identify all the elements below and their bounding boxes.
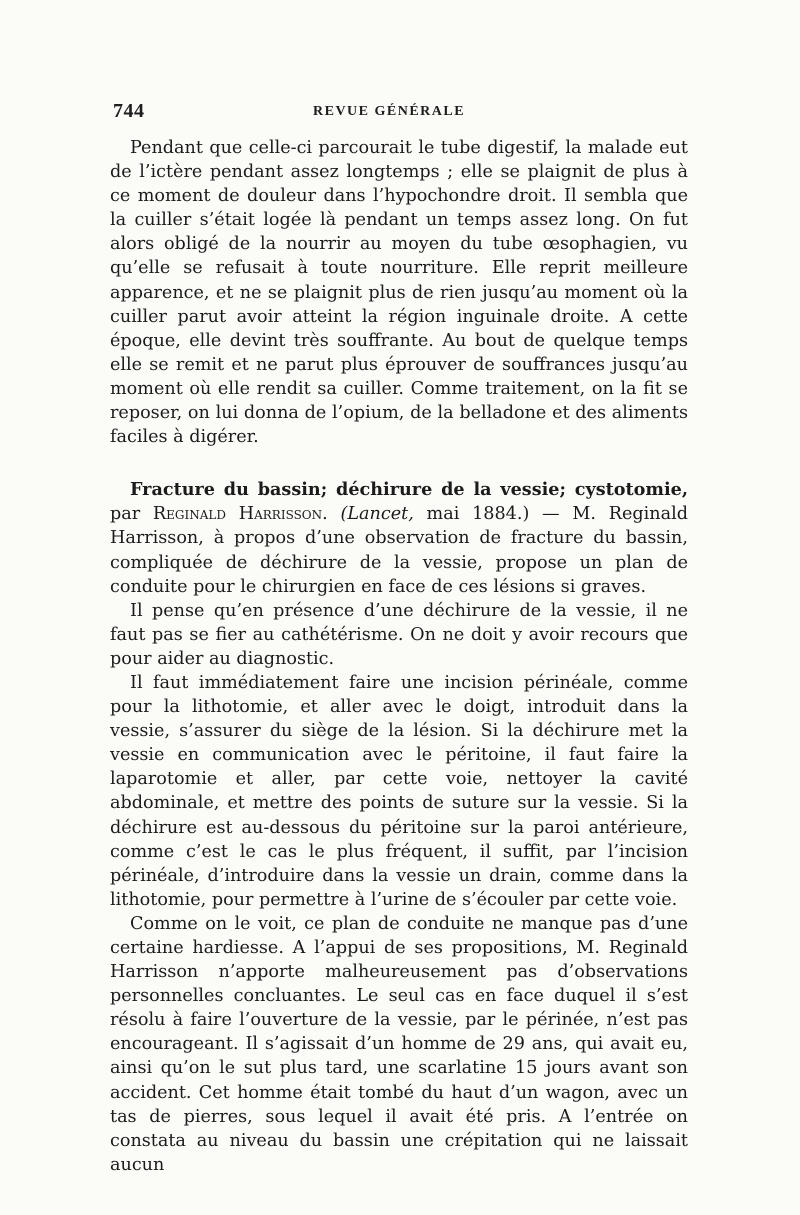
- body-text: [110, 136, 688, 1177]
- paragraph-5: Comme on le voit, ce plan de conduite ne manque pas d’une certaine hardiesse. A l’appui de ses propositions, M. Reginald Harrisson n’apporte malheureusement pas d’observations personnelles concluantes. Le seul cas en face duquel il s’est résolu à faire l’ouverture de la vessie, par le périnée, n’est pas encourageant. Il s’agissait d’un homme de 29 ans, qui avait eu, ainsi qu’on le sut plus tard, une scarlatine 15 jours avant son accident. Cet homme était tombé du haut d’un wagon, avec un tas de pierres, sous lequel il avait été pris. A l’entrée on constata au niveau du bassin une crépitation qui ne laissait aucun: [110, 913, 688, 1175]
- running-head: REVUE GÉNÉRALE: [313, 104, 466, 119]
- article-title: Fracture du bassin; déchirure de la vessie; cystotomie,: [130, 479, 688, 501]
- article-summary: mai 1884.) — M. Reginald Harrisson, à propos d’une observation de fracture du bassin, compliquée de déchirure de la vessie, propose un plan de conduite pour le chirurgien en face de ces lésions si graves.: [110, 504, 688, 597]
- paragraph-4: Il faut immédiatement faire une incision périnéale, comme pour la lithotomie, et aller avec le doigt, introduit dans la vessie, s’assurer du siège de la lésion. Si la déchirure met la vessie en communication avec le péritoine, il faut faire la laparotomie et aller, par cette voie, nettoyer la cavité abdominale, et mettre des points de suture sur la vessie. Si la déchirure est au-dessous du péritoine sur la paroi antérieure, comme c’est le cas le plus fréquent, il suffit, par l’incision périnéale, d’introduire dans la vessie un drain, comme dans la lithotomie, pour permettre à l’urine de s’écouler par cette voie.: [110, 672, 688, 910]
- article-author: Reginald Harrisson.: [152, 504, 328, 525]
- page-header: [113, 100, 685, 124]
- article-source: (Lancet,: [340, 504, 414, 525]
- paragraph-1: Pendant que celle-ci parcourait le tube digestif, la malade eut de l’ictère pendant assez longtemps ; elle se plaignit de plus à ce moment de douleur dans l’hypochondre droit. Il sembla que la cuiller s’était logée là pendant un temps assez long. On fut alors obligé de la nourrir au moyen du tube œsophagien, vu qu’elle se refusait à toute nourriture. Elle reprit meilleure apparence, et ne se plaignit plus de rien jusqu’au moment où la cuiller parut avoir atteint la région inguinale droite. A cette époque, elle devint très souffrante. Au bout de quelque temps elle se remit et ne parut plus éprouver de souffrances jusqu’au moment où elle rendit sa cuiller. Comme traitement, on la fit se reposer, on lui donna de l’opium, de la belladone et des aliments faciles à digérer.: [110, 138, 688, 448]
- article-paragraph: [110, 478, 688, 598]
- paragraph-3: Il pense qu’en présence d’une déchirure de la vessie, il ne faut pas se fier au cathétérisme. On ne doit y avoir recours que pour aider au diagnostic.: [110, 600, 688, 669]
- article-by: par: [110, 504, 141, 525]
- page-number: 744: [113, 100, 145, 122]
